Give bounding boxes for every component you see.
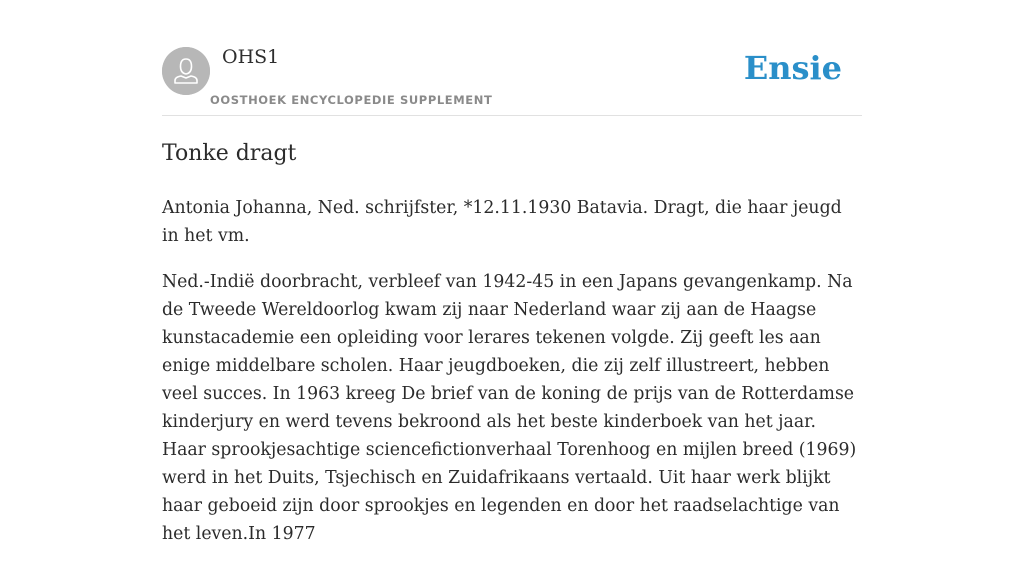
article-paragraph: Antonia Johanna, Ned. schrijfster, *12.11.1930 Batavia. Dragt, die haar jeugd in het vm.: [162, 198, 842, 246]
page-title: Tonke dragt: [162, 141, 297, 166]
article-header: [162, 40, 862, 116]
user-avatar-icon[interactable]: [162, 47, 210, 95]
source-link[interactable]: OOSTHOEK ENCYCLOPEDIE SUPPLEMENT: [210, 93, 493, 107]
article-paragraph: Ned.-Indië doorbracht, verbleef van 1942-45 in een Japans gevangenkamp. Na de Tweede Wereldoorlog kwam zij naar Nederland waar zij aan de Haagse kunstacademie een opleiding voor lerares tekenen volgde. Zij geeft les aan enige middelbare scholen. Haar jeugdboeken, die zij zelf illustreert, hebben veel succes. In 1963 kreeg De brief van de koning de prijs van de Rotterdamse kinderjury en werd tevens bekroond als het beste kinderboek van het jaar. Haar sprookjesachtige sciencefictionverhaal Torenhoog en mijlen breed (1969) werd in het Duits, Tsjechisch en Zuidafrikaans vertaald. Uit haar werk blijkt haar geboeid zijn door sprookjes en legenden en door het raadselachtige van het leven.In 1977: [162, 272, 857, 544]
article-body: [162, 138, 862, 566]
user-name-link[interactable]: OHS1: [222, 46, 280, 68]
ensie-logo[interactable]: Ensie: [743, 49, 842, 87]
